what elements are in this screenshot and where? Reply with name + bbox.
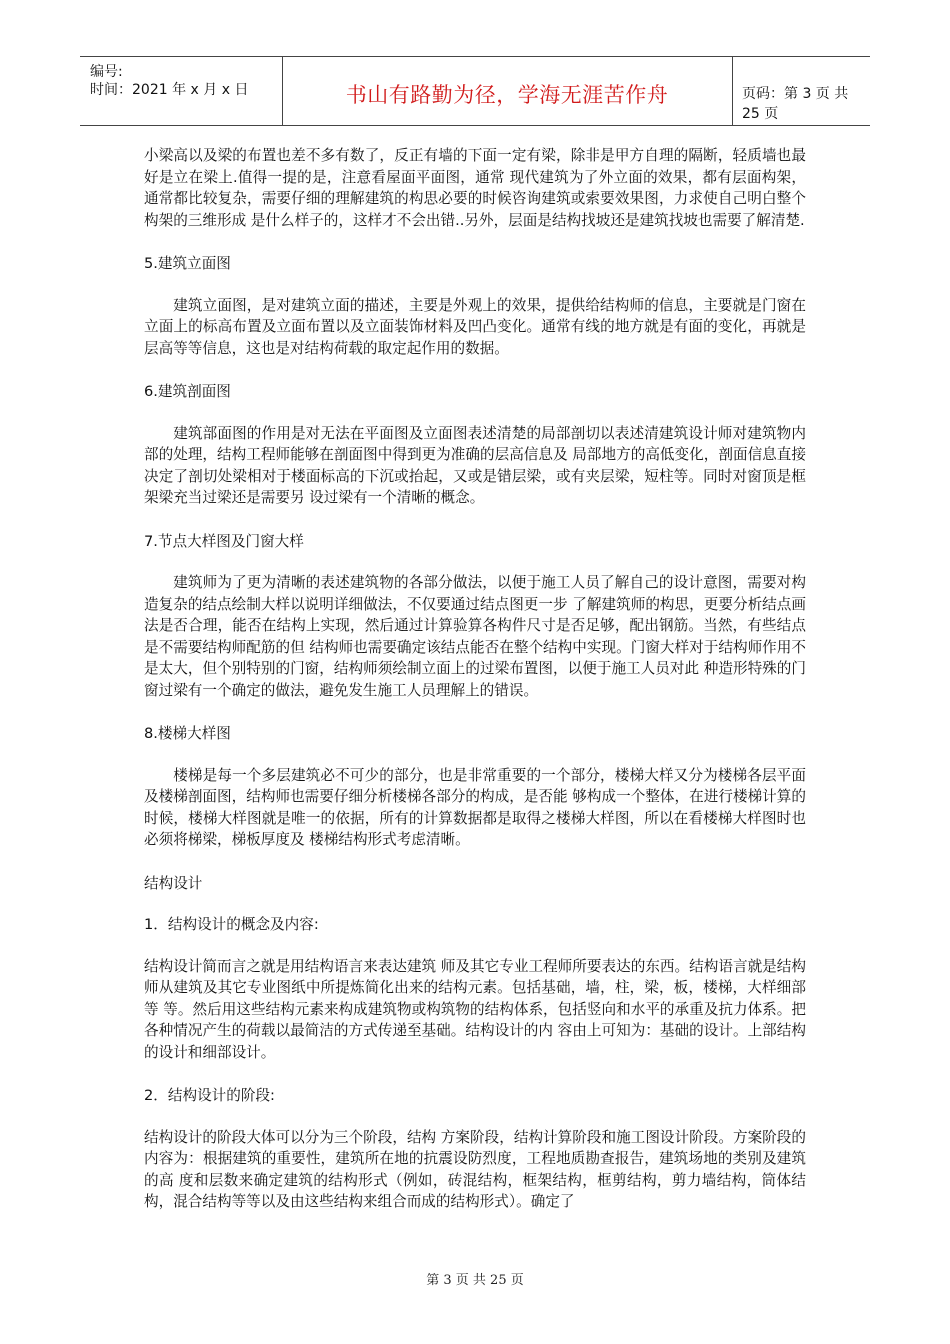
paragraph-stairs: 楼梯是每一个多层建筑必不可少的部分，也是非常重要的一个部分，楼梯大样又分为楼梯各层平面及楼梯剖面图，结构师也需要仔细分析楼梯各部分的构成，是否能 够构成一个整体，在进行楼梯计算的时候，楼梯大样图就是唯一的依据，所有的计算数据都是取得之楼梯大样图，所以在看楼梯大样图时也必须将梯梁，梯板厚度及 楼梯结构形式考虑清晰。 — [144, 766, 806, 848]
header-motto: 书山有路勤为径，学海无涯苦作舟 — [345, 83, 669, 107]
header-page-info: 页码：第 3 页 共 25 页 — [742, 86, 849, 122]
paragraph-section: 建筑部面图的作用是对无法在平面图及立面图表述清楚的局部剖切以表述清建筑设计师对建筑物内部的处理，结构工程师能够在剖面图中得到更为准确的层高信息及 局部地方的高低变化，剖面信息直接决定了剖切处梁相对于楼面标高的下沉或抬起，又或是错层梁，或有夹层梁，短柱等。同时对窗顶是框架梁充当过梁还是需要另 设过梁有一个清晰的概念。 — [144, 424, 806, 506]
subsection-heading-concept: 1．结构设计的概念及内容: — [144, 916, 319, 933]
document-time-label: 时间：2021 年 x 月 x 日 — [90, 82, 249, 98]
page-header — [80, 56, 870, 126]
paragraph-elevation: 建筑立面图，是对建筑立面的描述，主要是外观上的效果，提供给结构师的信息，主要就是门窗在立面上的标高布置及立面布置以及立面装饰材料及凹凸变化。通常有线的地方就是有面的变化，再就是层高等等信息，这也是对结构荷载的取定起作用的数据。 — [144, 296, 806, 357]
section-heading-section: 6.建筑剖面图 — [144, 383, 231, 400]
document-body — [144, 145, 806, 1213]
section-heading-details: 7.节点大样图及门窗大样 — [144, 532, 304, 550]
paragraph-concept: 结构设计简而言之就是用结构语言来表达建筑 师及其它专业工程师所要表达的东西。结构语言就是结构师从建筑及其它专业图纸中所提炼简化出来的结构元素。包括基础，墙，柱，梁，板，楼梯，大样细部等 等。然后用这些结构元素来构成建筑物或构筑物的结构体系，包括竖向和水平的承重及抗力体系。把各种情况产生的荷载以最简洁的方式传递至基础。结构设计的内 容由上可知为：基础的设计。上部结构的设计和细部设计。 — [144, 957, 806, 1061]
section-heading-stairs: 8.楼梯大样图 — [144, 725, 231, 742]
header-motto-cell — [282, 57, 733, 125]
document-number-label: 编号: — [90, 64, 123, 80]
page-footer: 第 3 页 共 25 页 — [426, 1273, 524, 1288]
paragraph-roof-plan: 小梁高以及梁的布置也差不多有数了，反正有墙的下面一定有梁，除非是甲方自理的隔断，轻质墙也最好是立在梁上.值得一提的是，注意看屋面平面图，通常 现代建筑为了外立面的效果，都有层面构架，通常都比较复杂，需要仔细的理解建筑的构思必要的时候咨询建筑或索要效果图，力求使自己明白整个构架的三维形成 是什么样子的，这样才不会出错..另外，层面是结构找坡还是建筑找坡也需要了解清楚. — [144, 147, 806, 229]
paragraph-stages: 结构设计的阶段大体可以分为三个阶段，结构 方案阶段，结构计算阶段和施工图设计阶段。方案阶段的内容为：根据建筑的重要性，建筑所在地的抗震设防烈度，工程地质勘查报告，建筑场地的类别及建筑的高 度和层数来确定建筑的结构形式（例如，砖混结构，框架结构，框剪结构，剪力墙结构，筒体结构，混合结构等等以及由这些结构来组合而成的结构形式）。确定了 — [144, 1128, 806, 1210]
header-page-cell — [732, 57, 870, 125]
paragraph-details: 建筑师为了更为清晰的表述建筑物的各部分做法，以便于施工人员了解自己的设计意图，需要对构造复杂的结点绘制大样以说明详细做法，不仅要通过结点图更一步 了解建筑师的构思，更要分析结点画法是否合理，能否在结构上实现，然后通过计算验算各构件尺寸是否足够，配出钢筋。当然，有些结点是不需要结构师配筋的但 结构师也需要确定该结点能否在整个结构中实现。门窗大样对于结构师作用不是太大，但个别特别的门窗，结构师须绘制立面上的过梁布置图，以便于施工人员对此 种造形特殊的门窗过梁有一个确定的做法，避免发生施工人员理解上的错误。 — [144, 574, 806, 699]
subsection-heading-stages: 2．结构设计的阶段: — [144, 1087, 275, 1104]
section-heading-elevation: 5.建筑立面图 — [144, 255, 231, 272]
section-heading-structural-design: 结构设计 — [144, 874, 203, 892]
header-meta-cell — [80, 57, 283, 125]
